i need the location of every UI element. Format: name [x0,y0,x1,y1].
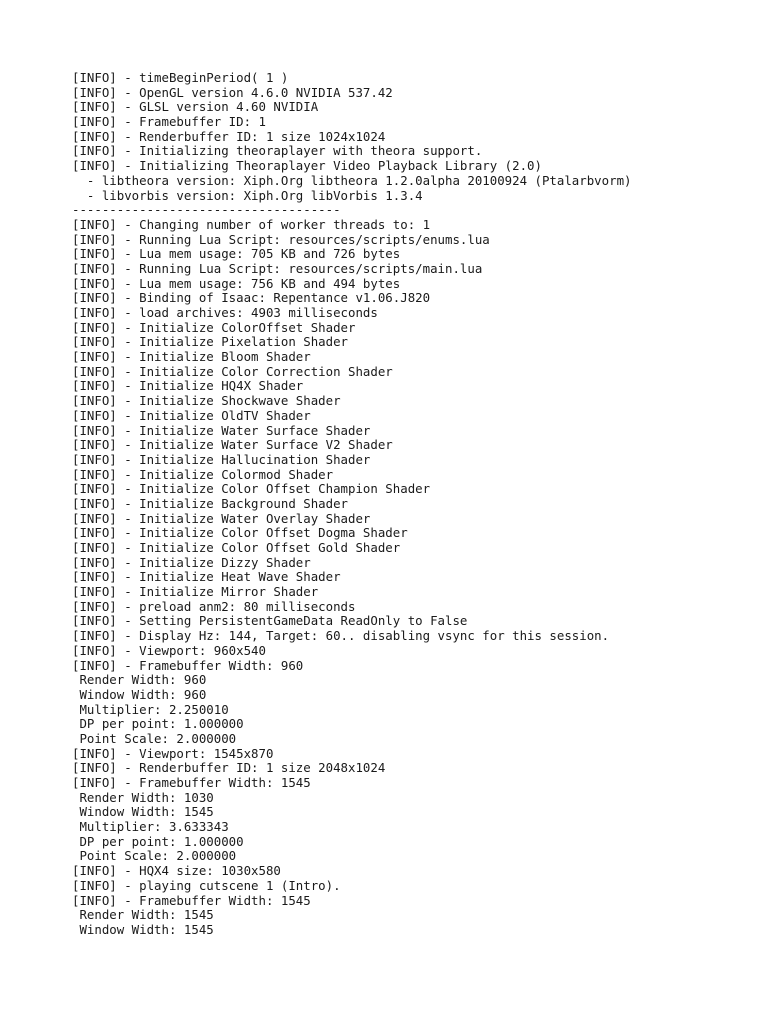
log-line: [INFO] - playing cutscene 1 (Intro). [72,878,341,893]
log-line: [INFO] - Initializing Theoraplayer Video Playback Library (2.0) [72,159,542,174]
log-line: [INFO] - Initialize Colormod Shader [72,467,334,482]
log-line: Render Width: 1545 [72,908,214,923]
log-line: [INFO] - Initialize Color Offset Champion Shader [72,482,431,497]
log-line: [INFO] - Initialize HQ4X Shader [72,379,304,394]
log-line: [INFO] - Initialize Color Correction Shader [72,364,393,379]
log-line: [INFO] - Viewport: 1545x870 [72,746,274,761]
log-output [72,71,762,938]
log-line: [INFO] - Running Lua Script: resources/scripts/main.lua [72,261,483,276]
log-line: [INFO] - Viewport: 960x540 [72,643,266,658]
log-line: [INFO] - Framebuffer ID: 1 [72,115,266,130]
log-line: - libtheora version: Xiph.Org libtheora 1.2.0alpha 20100924 (Ptalarbvorm) [72,173,632,188]
log-line: [INFO] - Framebuffer Width: 1545 [72,893,311,908]
log-line: Render Width: 1030 [72,790,214,805]
log-line: [INFO] - load archives: 4903 milliseconds [72,306,378,320]
log-line: [INFO] - Changing number of worker threads to: 1 [72,217,431,232]
log-line: [INFO] - Framebuffer Width: 960 [72,658,304,673]
log-line: [INFO] - HQX4 size: 1030x580 [72,864,281,879]
log-line: [INFO] - Initialize Shockwave Shader [72,394,341,409]
log-line: [INFO] - OpenGL version 4.6.0 NVIDIA 537.42 [72,85,393,100]
log-line: [INFO] - Initialize Color Offset Dogma Shader [72,526,408,541]
log-line: [INFO] - Initialize Pixelation Shader [72,335,349,350]
log-line: DP per point: 1.000000 [72,717,244,732]
log-line: Window Width: 1545 [72,805,214,820]
log-line: [INFO] - Renderbuffer ID: 1 size 1024x1024 [72,129,386,144]
log-line: Multiplier: 3.633343 [72,820,229,835]
log-line: [INFO] - Framebuffer Width: 1545 [72,776,311,790]
log-line: [INFO] - Lua mem usage: 705 KB and 726 bytes [72,247,401,262]
log-line: [INFO] - Display Hz: 144, Target: 60.. disabling vsync for this session. [72,629,610,644]
log-line: Window Width: 1545 [72,922,214,937]
log-line: [INFO] - Running Lua Script: resources/scripts/enums.lua [72,232,490,247]
log-line: Window Width: 960 [72,687,207,702]
log-line: [INFO] - Initialize Water Overlay Shader [72,511,371,526]
log-line: Render Width: 960 [72,673,207,688]
log-line: Multiplier: 2.250010 [72,702,229,717]
log-line: [INFO] - Setting PersistentGameData ReadOnly to False [72,614,468,629]
log-line: [INFO] - Initialize Hallucination Shader [72,452,371,467]
log-line: [INFO] - Lua mem usage: 756 KB and 494 bytes [72,276,401,291]
log-line: Point Scale: 2.000000 [72,731,237,746]
log-line: [INFO] - Initialize Mirror Shader [72,585,319,600]
log-line: ------------------------------------ [72,203,341,218]
log-line: [INFO] - GLSL version 4.60 NVIDIA [72,100,319,115]
log-line: [INFO] - Initialize ColorOffset Shader [72,320,356,335]
log-line: DP per point: 1.000000 [72,834,244,849]
log-line: [INFO] - Initialize Water Surface Shader [72,423,371,438]
log-line: [INFO] - preload anm2: 80 milliseconds [72,599,356,614]
log-line: [INFO] - Initialize Water Surface V2 Shader [72,438,393,453]
log-line: [INFO] - Binding of Isaac: Repentance v1.06.J820 [72,291,431,306]
log-line: [INFO] - Initializing theoraplayer with theora support. [72,144,483,159]
log-line: Point Scale: 2.000000 [72,849,237,864]
log-line: [INFO] - Initialize OldTV Shader [72,408,311,423]
log-line: - libvorbis version: Xiph.Org libVorbis 1.3.4 [72,188,423,203]
log-line: [INFO] - Renderbuffer ID: 1 size 2048x1024 [72,761,386,776]
log-line: [INFO] - Initialize Heat Wave Shader [72,570,341,585]
log-line: [INFO] - Initialize Bloom Shader [72,350,311,365]
log-line: [INFO] - Initialize Dizzy Shader [72,555,311,570]
log-line: [INFO] - Initialize Background Shader [72,496,349,511]
log-line: [INFO] - timeBeginPeriod( 1 ) [72,71,289,85]
log-line: [INFO] - Initialize Color Offset Gold Shader [72,541,401,555]
